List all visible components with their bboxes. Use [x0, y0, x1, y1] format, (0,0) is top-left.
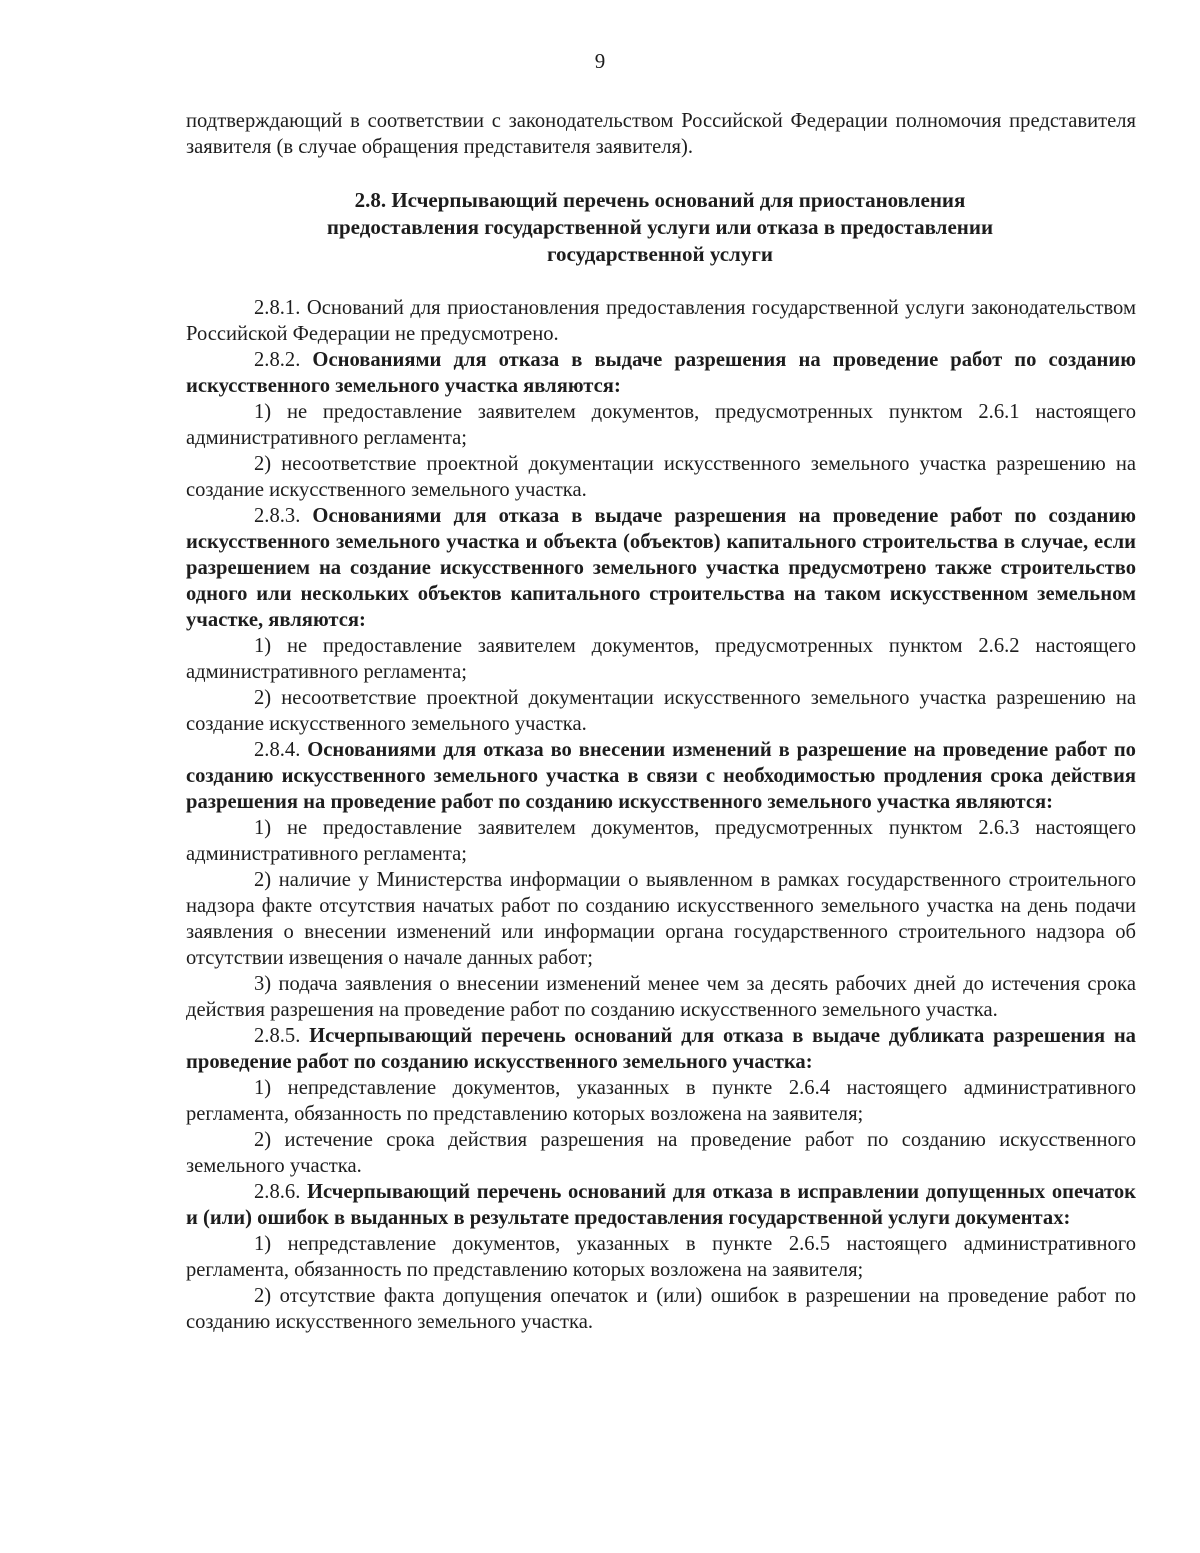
paragraph-2-8-5 — [186, 1023, 1136, 1075]
paragraph-2-8-3 — [186, 503, 1136, 633]
list-item: 2) несоответствие проектной документации искусственного земельного участка разрешению на создание искусственного земельного участка. — [186, 453, 1136, 501]
section-heading-line: предоставления государственной услуги или отказа в предоставлении — [326, 215, 994, 239]
paragraph-2-8-4 — [186, 737, 1136, 815]
section-heading-line: 2.8. Исчерпывающий перечень оснований для приостановления — [354, 188, 966, 212]
clause-bold-text: Основаниями для отказа в выдаче разрешения на проведение работ по созданию искусственного земельного участка являются: — [186, 349, 1136, 397]
clause-number: 2.8.3. — [254, 505, 301, 527]
list-item: 2) истечение срока действия разрешения на проведение работ по созданию искусственного земельного участка. — [186, 1129, 1136, 1177]
intro-paragraph: подтверждающий в соответствии с законодательством Российской Федерации полномочия представителя заявителя (в случае обращения представителя заявителя). — [186, 110, 1136, 158]
clause-number: 2.8.2. — [254, 349, 301, 371]
clause-number: 2.8.5. — [254, 1025, 301, 1047]
clause-text: Оснований для приостановления предоставления государственной услуги законодательством Российской Федерации не предусмотрено. — [186, 297, 1136, 345]
clause-number: 2.8.6. — [254, 1181, 301, 1203]
clause-number: 2.8.4. — [254, 739, 301, 761]
list-item: 3) подача заявления о внесении изменений менее чем за десять рабочих дней до истечения срока действия разрешения на проведение работ по созданию искусственного земельного участка. — [186, 973, 1136, 1021]
section-heading-line: государственной услуги — [547, 242, 773, 266]
clause-bold-text: Исчерпывающий перечень оснований для отказа в выдаче дубликата разрешения на проведение работ по созданию искусственного земельного участка: — [186, 1025, 1136, 1073]
page-number: 9 — [594, 49, 606, 73]
paragraph-2-8-1 — [186, 295, 1136, 347]
section-heading — [250, 187, 1070, 268]
list-item: 2) отсутствие факта допущения опечаток и (или) ошибок в разрешении на проведение работ по созданию искусственного земельного участка. — [186, 1285, 1136, 1333]
clause-number: 2.8.1. — [254, 297, 301, 319]
paragraph-2-8-6 — [186, 1179, 1136, 1231]
clause-bold-text: Исчерпывающий перечень оснований для отказа в исправлении допущенных опечаток и (или) ошибок в выданных в результате предоставления государственной услуги документах: — [186, 1181, 1136, 1229]
list-item: 1) непредставление документов, указанных в пункте 2.6.5 настоящего административного регламента, обязанность по представлению которых возложена на заявителя; — [186, 1233, 1136, 1281]
list-item: 1) непредставление документов, указанных в пункте 2.6.4 настоящего административного регламента, обязанность по представлению которых возложена на заявителя; — [186, 1077, 1136, 1125]
clause-bold-text: Основаниями для отказа во внесении изменений в разрешение на проведение работ по созданию искусственного земельного участка в связи с необходимостью продления срока действия разрешения на проведение работ по созданию искусственного земельного участка являются: — [186, 739, 1136, 813]
intro-block — [186, 108, 1136, 160]
clause-bold-text: Основаниями для отказа в выдаче разрешения на проведение работ по созданию искусственного земельного участка и объекта (объектов) капитального строительства в случае, если разрешением на создание искусственного земельного участка предусмотрено также строительство одного или нескольких объектов капитального строительства на таком искусственном земельном участке, являются: — [186, 505, 1136, 631]
list-item: 2) несоответствие проектной документации искусственного земельного участка разрешению на создание искусственного земельного участка. — [186, 687, 1136, 735]
section-body — [186, 295, 1136, 1335]
list-item: 1) не предоставление заявителем документов, предусмотренных пунктом 2.6.3 настоящего административного регламента; — [186, 817, 1136, 865]
list-item: 1) не предоставление заявителем документов, предусмотренных пунктом 2.6.1 настоящего административного регламента; — [186, 401, 1136, 449]
list-item: 2) наличие у Министерства информации о выявленном в рамках государственного строительного надзора факте отсутствия начатых работ по созданию искусственного земельного участка на день подачи заявления о внесении изменений или информации органа государственного строительного надзора об отсутствии извещения о начале данных работ; — [186, 869, 1136, 969]
list-item: 1) не предоставление заявителем документов, предусмотренных пунктом 2.6.2 настоящего административного регламента; — [186, 635, 1136, 683]
paragraph-2-8-2 — [186, 347, 1136, 399]
